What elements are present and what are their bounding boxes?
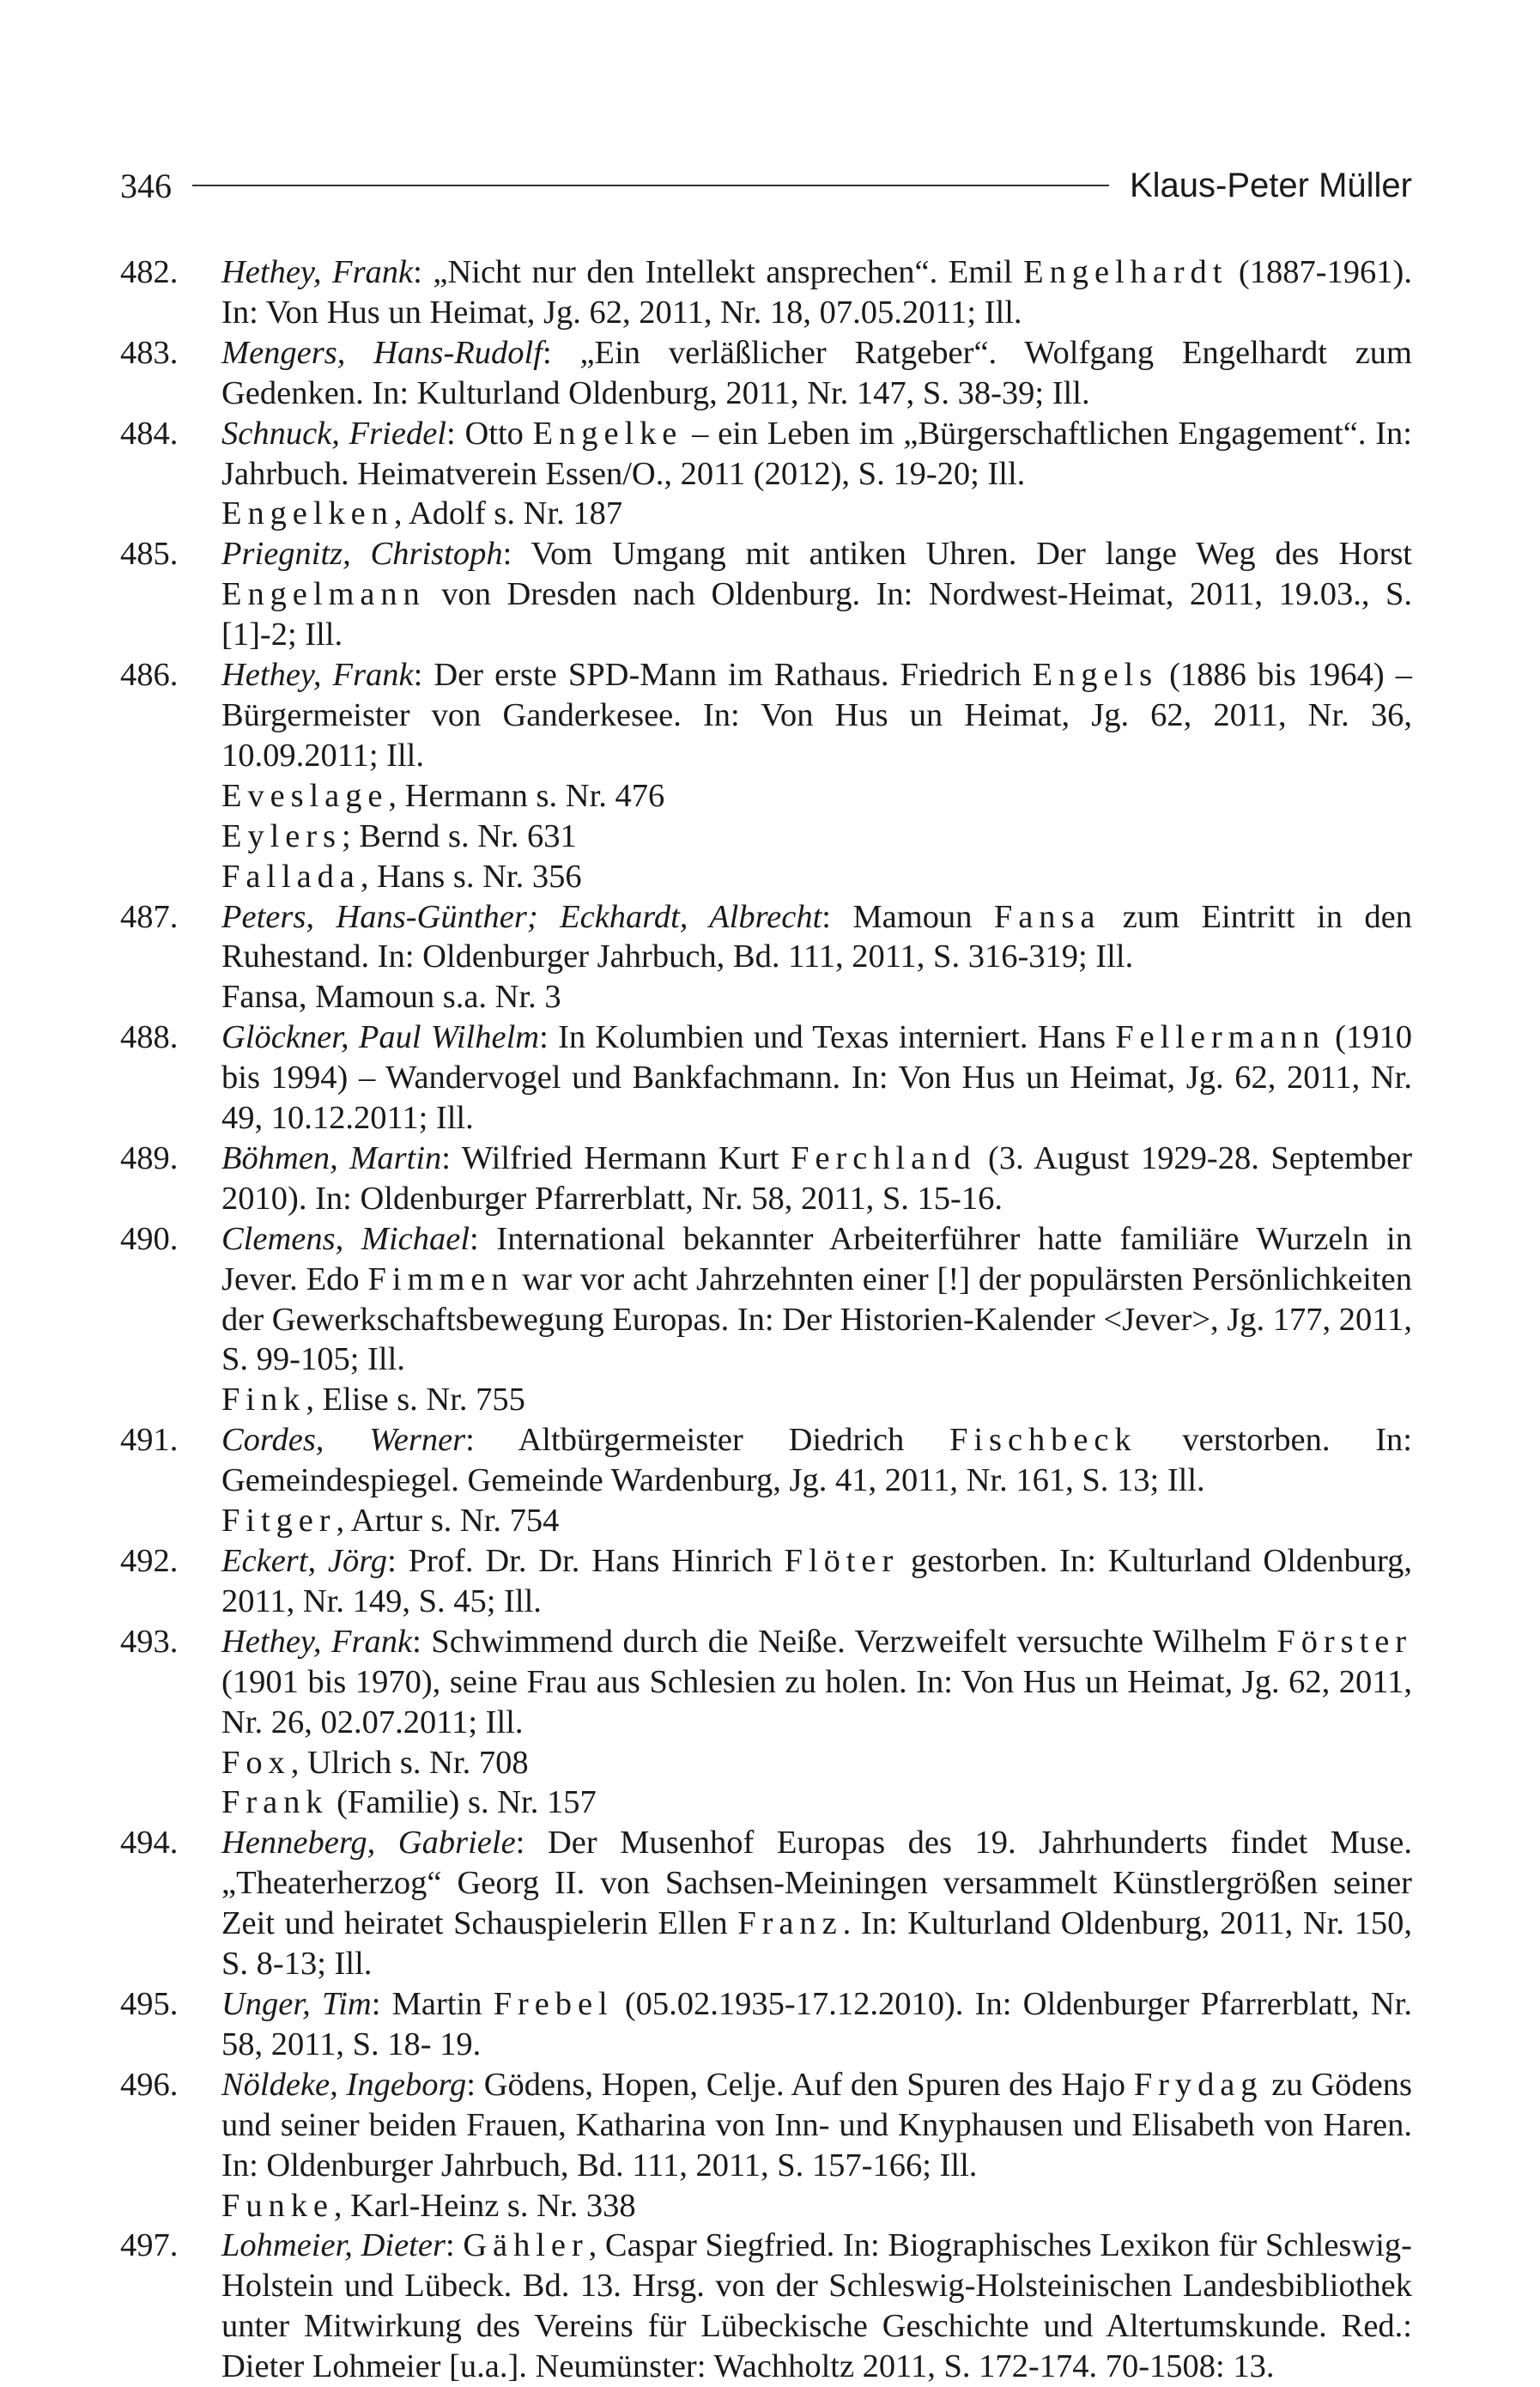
bibliography-entry bbox=[120, 1139, 1412, 1219]
cross-reference: Fallada, Hans s. Nr. 356 bbox=[221, 858, 582, 895]
highlighted-name: Fallada bbox=[221, 858, 361, 895]
entry-number: 494. bbox=[120, 1825, 179, 1862]
entry-number: 483. bbox=[120, 334, 179, 371]
running-header bbox=[120, 160, 1412, 211]
entry-text: Böhmen, Martin: Wilfried Hermann Kurt Ferchland (3. August 1929-28. September 2010). In: Oldenburger Pfarrerblatt, Nr. 58, 2011, S. 15-16. bbox=[221, 1139, 1413, 1217]
entry-text: Peters, Hans-Günther; Eckhardt, Albrecht: Mamoun Fansa zum Eintritt in den Ruhestand. In: Oldenburger Jahrbuch, Bd. 111, 2011, S. 316-319; Ill. bbox=[221, 898, 1412, 975]
highlighted-name: Ferchland bbox=[791, 1139, 977, 1176]
entry-text: Nöldeke, Ingeborg: Gödens, Hopen, Celje. Auf den Spuren des Hajo Frydag zu Gödens und seiner beiden Frauen, Katharina von Inn- und Knyphausen und Elisabeth von Haren. In: Oldenburger Jahrbuch, Bd. 111, 2011, S. 157-166; Ill. bbox=[221, 2066, 1412, 2184]
bibliography-entry bbox=[120, 1219, 1412, 1381]
entry-text: Glöckner, Paul Wilhelm: In Kolumbien und Texas interniert. Hans Fellermann (1910 bis 1994) – Wandervogel und Bankfachmann. In: Von Hus un Heimat, Jg. 62, 2011, Nr. 49, 10.12.2011; Ill. bbox=[221, 1019, 1412, 1137]
bibliography-entry bbox=[120, 414, 1412, 495]
entry-number: 485. bbox=[120, 536, 179, 573]
cross-reference: Eylers; Bernd s. Nr. 631 bbox=[221, 817, 577, 854]
bibliography-entry bbox=[120, 333, 1412, 414]
highlighted-name: Frank bbox=[221, 1784, 329, 1821]
entry-text: Unger, Tim: Martin Frebel (05.02.1935-17.12.2010). In: Oldenburger Pfarrerblatt, Nr. 58, 2011, S. 18- 19. bbox=[221, 1985, 1412, 2062]
highlighted-name: Eylers bbox=[221, 817, 342, 854]
cross-reference: Engelken, Adolf s. Nr. 187 bbox=[221, 495, 623, 532]
highlighted-name: Funke bbox=[221, 2187, 334, 2224]
entry-number: 492. bbox=[120, 1543, 179, 1579]
entry-text: Schnuck, Friedel: Otto Engelke – ein Leben im „Bürgerschaftlichen Engagement“. In: Jahrbuch. Heimatverein Essen/O., 2011 (2012), S. 19-20; Ill. bbox=[221, 415, 1413, 492]
entry-author: Lohmeier, Dieter bbox=[221, 2227, 446, 2264]
bibliography-entry bbox=[120, 897, 1412, 978]
entry-text: Hethey, Frank: Der erste SPD-Mann im Rathaus. Friedrich Engels (1886 bis 1964) – Bürgermeister von Ganderkesee. In: Von Hus un Heimat, Jg. 62, 2011, Nr. 36, 10.09.2011; Ill. bbox=[221, 657, 1412, 774]
bibliography-entry bbox=[120, 655, 1412, 776]
highlighted-name: Fansa bbox=[993, 898, 1101, 935]
bibliography-entry bbox=[120, 252, 1412, 333]
bibliography-entry bbox=[120, 1984, 1412, 2065]
highlighted-name: Gähler bbox=[463, 2227, 589, 2264]
entry-number: 488. bbox=[120, 1019, 179, 1056]
entry-text: Clemens, Michael: International bekannter Arbeiterführer hatte familiäre Wurzeln in Jever. Edo Fimmen war vor acht Jahrzehnten einer [!] der populärsten Persönlichkeiten der Gewerkschaftsbewegung Europas. In: Der Historien-Kalender <Jever>, Jg. 177, 2011, S. 99-105; Ill. bbox=[221, 1220, 1412, 1378]
cross-reference: Funke, Karl-Heinz s. Nr. 338 bbox=[221, 2187, 636, 2224]
entry-author: Schnuck, Friedel bbox=[221, 415, 446, 452]
bibliography-entry bbox=[120, 2065, 1412, 2186]
entry-author: Priegnitz, Christoph bbox=[221, 536, 503, 573]
entry-author: Eckert, Jörg bbox=[221, 1543, 388, 1579]
cross-reference: Fitger, Artur s. Nr. 754 bbox=[221, 1503, 560, 1540]
cross-reference: Eveslage, Hermann s. Nr. 476 bbox=[221, 777, 665, 814]
entry-author: Nöldeke, Ingeborg bbox=[221, 2066, 467, 2103]
entry-text: Priegnitz, Christoph: Vom Umgang mit antiken Uhren. Der lange Weg des Horst Engelmann von Dresden nach Oldenburg. In: Nordwest-Heimat, 2011, 19.03., S. [1]-2; Ill. bbox=[221, 536, 1412, 653]
entry-number: 482. bbox=[120, 254, 179, 290]
bibliography-entry bbox=[120, 2226, 1412, 2387]
highlighted-name: Fimmen bbox=[367, 1260, 514, 1297]
entry-text: Henneberg, Gabriele: Der Musenhof Europas des 19. Jahrhunderts findet Muse. „Theaterherzog“ Georg II. von Sachsen-Meiningen versammelt Künstlergrößen seiner Zeit und heiratet Schauspielerin Ellen Franz. In: Kulturland Oldenburg, 2011, Nr. 150, S. 8-13; Ill. bbox=[221, 1825, 1413, 1983]
entry-author: Hethey, Frank bbox=[221, 254, 414, 290]
cross-reference: Fansa, Mamoun s.a. Nr. 3 bbox=[221, 979, 561, 1016]
header-rule bbox=[192, 185, 1109, 186]
entry-number: 497. bbox=[120, 2227, 179, 2264]
highlighted-name: Fox bbox=[221, 1744, 291, 1781]
highlighted-name: Engels bbox=[1032, 657, 1159, 694]
cross-reference: Fink, Elise s. Nr. 755 bbox=[221, 1382, 525, 1418]
bibliography-entry bbox=[120, 1823, 1412, 1984]
page-number: 346 bbox=[120, 166, 172, 205]
highlighted-name: Flöter bbox=[784, 1543, 900, 1579]
bibliography-list bbox=[120, 252, 1412, 2387]
highlighted-name: Förster bbox=[1276, 1623, 1412, 1660]
entry-author: Cordes, Werner bbox=[221, 1422, 466, 1459]
entry-author: Hethey, Frank bbox=[221, 657, 414, 694]
entry-text: Mengers, Hans-Rudolf: „Ein verläßlicher Ratgeber“. Wolfgang Engelhardt zum Gedenken. In: Kulturland Oldenburg, 2011, Nr. 147, S. 38-39; Ill. bbox=[221, 334, 1413, 411]
running-head-author: Klaus-Peter Müller bbox=[1129, 166, 1412, 204]
highlighted-name: Engelmann bbox=[221, 576, 426, 613]
entry-author: Glöckner, Paul Wilhelm bbox=[221, 1019, 540, 1056]
cross-reference: Fox, Ulrich s. Nr. 708 bbox=[221, 1744, 529, 1781]
highlighted-name: Engelhardt bbox=[1023, 254, 1228, 290]
highlighted-name: Fischbeck bbox=[949, 1422, 1137, 1459]
entry-author: Clemens, Michael bbox=[221, 1220, 470, 1257]
entry-author: Böhmen, Martin bbox=[221, 1139, 442, 1176]
entry-author: Peters, Hans-Günther; Eckhardt, Albrecht bbox=[221, 898, 822, 935]
highlighted-name: Franz bbox=[737, 1905, 843, 1942]
highlighted-name: Frebel bbox=[493, 1985, 614, 2022]
entry-text: Lohmeier, Dieter: Gähler, Caspar Siegfried. In: Biographisches Lexikon für Schleswig-Holstein und Lübeck. Bd. 13. Hrsg. von der Schleswig-Holsteinischen Landesbibliothek unter Mitwirkung des Vereins für Lübeckische Geschichte und Altertumskunde. Red.: Dieter Lohmeier [u.a.]. Neumünster: Wachholtz 2011, S. 172-174. 70-1508: 13. bbox=[221, 2227, 1412, 2385]
entry-number: 493. bbox=[120, 1623, 179, 1660]
highlighted-name: Eveslage bbox=[221, 777, 389, 814]
bibliography-entry bbox=[120, 1541, 1412, 1622]
bibliography-entry bbox=[120, 1622, 1412, 1743]
entry-number: 489. bbox=[120, 1139, 179, 1176]
highlighted-name: Fellermann bbox=[1115, 1019, 1325, 1056]
entry-number: 491. bbox=[120, 1422, 179, 1459]
entry-author: Henneberg, Gabriele bbox=[221, 1825, 516, 1862]
bibliography-entry bbox=[120, 1420, 1412, 1501]
highlighted-name: Fink bbox=[221, 1382, 306, 1418]
bibliography-entry bbox=[120, 534, 1412, 655]
entry-number: 495. bbox=[120, 1985, 179, 2022]
entry-author: Unger, Tim bbox=[221, 1985, 372, 2022]
entry-author: Hethey, Frank bbox=[221, 1623, 413, 1660]
entry-number: 487. bbox=[120, 898, 179, 935]
entry-author: Mengers, Hans-Rudolf bbox=[221, 334, 543, 371]
bibliography-entry bbox=[120, 1017, 1412, 1139]
entry-text: Eckert, Jörg: Prof. Dr. Dr. Hans Hinrich Flöter gestorben. In: Kulturland Oldenburg, 2011, Nr. 149, S. 45; Ill. bbox=[221, 1543, 1412, 1619]
entry-text: Cordes, Werner: Altbürgermeister Diedrich Fischbeck verstorben. In: Gemeindespiegel. Gemeinde Wardenburg, Jg. 41, 2011, Nr. 161, S. 13; Ill. bbox=[221, 1422, 1412, 1499]
entry-text: Hethey, Frank: Schwimmend durch die Neiße. Verzweifelt versuchte Wilhelm Förster (1901 bis 1970), seine Frau aus Schlesien zu holen. In: Von Hus un Heimat, Jg. 62, 2011, Nr. 26, 02.07.2011; Ill. bbox=[221, 1623, 1412, 1740]
entry-text: Hethey, Frank: „Nicht nur den Intellekt ansprechen“. Emil Engelhardt (1887-1961). In: Von Hus un Heimat, Jg. 62, 2011, Nr. 18, 07.05.2011; Ill. bbox=[221, 254, 1412, 331]
entry-number: 484. bbox=[120, 415, 179, 452]
highlighted-name: Engelke bbox=[532, 415, 683, 452]
entry-number: 486. bbox=[120, 657, 179, 694]
entry-number: 496. bbox=[120, 2066, 179, 2103]
highlighted-name: Fitger bbox=[221, 1503, 336, 1540]
cross-reference: Frank (Familie) s. Nr. 157 bbox=[221, 1784, 597, 1821]
highlighted-name: Engelken bbox=[221, 495, 394, 532]
highlighted-name: Frydag bbox=[1133, 2066, 1264, 2103]
entry-number: 490. bbox=[120, 1220, 179, 1257]
